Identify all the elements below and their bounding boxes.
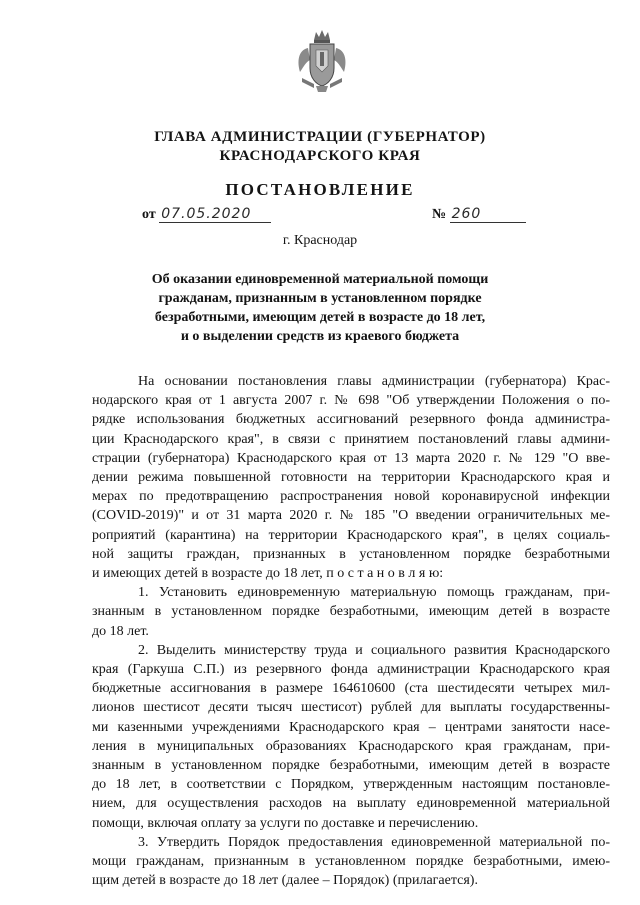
date-value: 07.05.2020	[159, 206, 271, 223]
authority-title-line-2: КРАСНОДАРСКОГО КРАЯ	[219, 148, 421, 164]
body-line: дении режима повышенной готовности на территории Краснодарского края и	[92, 470, 610, 486]
body-line: (COVID-2019)" и от 31 марта 2020 г. № 185 "О введении ограничительных ме-	[92, 508, 610, 524]
number-field	[432, 206, 526, 223]
body-line: страции (губернатора) Краснодарского края от 13 марта 2020 г. № 129 "О вве-	[92, 450, 610, 466]
date-label: от	[142, 207, 156, 222]
body-line: бюджетные ассигнования в размере 164610600 (ста шестидесяти четырех мил-	[92, 681, 610, 697]
body-line: нием, для осуществления расходов на выплату единовременной материальной	[92, 796, 610, 812]
coat-of-arms-icon	[296, 28, 348, 94]
body-line: щим детей в возрасте до 18 лет (далее – Порядок) (прилагается).	[92, 873, 478, 889]
body-line: знанным в установленном порядке безработными, имеющим детей в возрасте	[92, 604, 610, 620]
number-label: №	[432, 207, 447, 222]
body-line: лионов шестисот десяти тысяч шестисот) рублей для выплаты государственны-	[92, 700, 610, 716]
preamble-paragraph	[92, 372, 610, 583]
body-line: рядке использования бюджетных ассигнований резервного фонда администра-	[92, 412, 610, 428]
document-body	[92, 372, 610, 890]
body-line: помощи, включая оплату за услуги по доставке и перечислению.	[92, 815, 479, 831]
body-line: знанным в установленном порядке безработными, имеющим детей в возрасте	[92, 758, 610, 774]
body-line: 2. Выделить министерству труда и социального развития Краснодарского	[138, 642, 610, 658]
body-line: ной защиты граждан, признанных в установленном порядке безработными	[92, 546, 610, 562]
title-line: Об оказании единовременной материальной помощи	[151, 272, 489, 287]
authority-title-line-1: ГЛАВА АДМИНИСТРАЦИИ (ГУБЕРНАТОР)	[154, 129, 486, 145]
title-line: гражданам, признанным в установленном порядке	[158, 291, 482, 306]
body-line: до 18 лет, в соответствии с Порядком, утвержденным настоящим постановле-	[92, 777, 610, 793]
body-line: роприятий (карантина) на территории Краснодарского края", в целях социаль-	[92, 527, 610, 543]
body-line: мощи гражданам, признанным в установленном порядке безработными, имею-	[92, 854, 610, 870]
document-type-heading: ПОСТАНОВЛЕНИЕ	[225, 180, 415, 199]
resolution-title	[130, 270, 510, 346]
body-line: На основании постановления главы администрации (губернатора) Крас-	[138, 374, 610, 389]
date-field	[142, 206, 271, 223]
title-line: безработными, имеющим детей в возрасте до 18 лет,	[154, 310, 486, 325]
clause-1-paragraph	[92, 583, 610, 641]
body-line: до 18 лет.	[92, 623, 149, 639]
body-line: ции Краснодарского края", в связи с принятием постановлений главы админи-	[92, 431, 610, 447]
body-line: ления в муниципальных образованиях Краснодарского края гражданам, при-	[92, 738, 610, 754]
clause-3-paragraph	[92, 833, 610, 891]
clause-2-paragraph	[92, 641, 610, 833]
city-line: г. Краснодар	[282, 233, 358, 248]
body-line: 3. Утвердить Порядок предоставления единовременной материальной по-	[138, 834, 610, 850]
body-line: ми казенными учреждениями Краснодарского края – центрами занятости насе-	[92, 719, 610, 735]
body-line: мерах по предотвращению распространения новой коронавирусной инфекции	[92, 489, 610, 505]
title-line: и о выделении средств из краевого бюджета	[180, 329, 460, 344]
number-value: 260	[450, 206, 526, 223]
body-line: края (Гаркуша С.П.) из резервного фонда администрации Краснодарского края	[92, 662, 610, 678]
body-line: 1. Установить единовременную материальную помощь гражданам, при-	[138, 585, 610, 601]
body-line: нодарского края от 1 августа 2007 г. № 698 "Об утверждении Положения о по-	[92, 393, 610, 409]
body-line: и имеющих детей в возрасте до 18 лет, п о с т а н о в л я ю:	[92, 566, 444, 582]
